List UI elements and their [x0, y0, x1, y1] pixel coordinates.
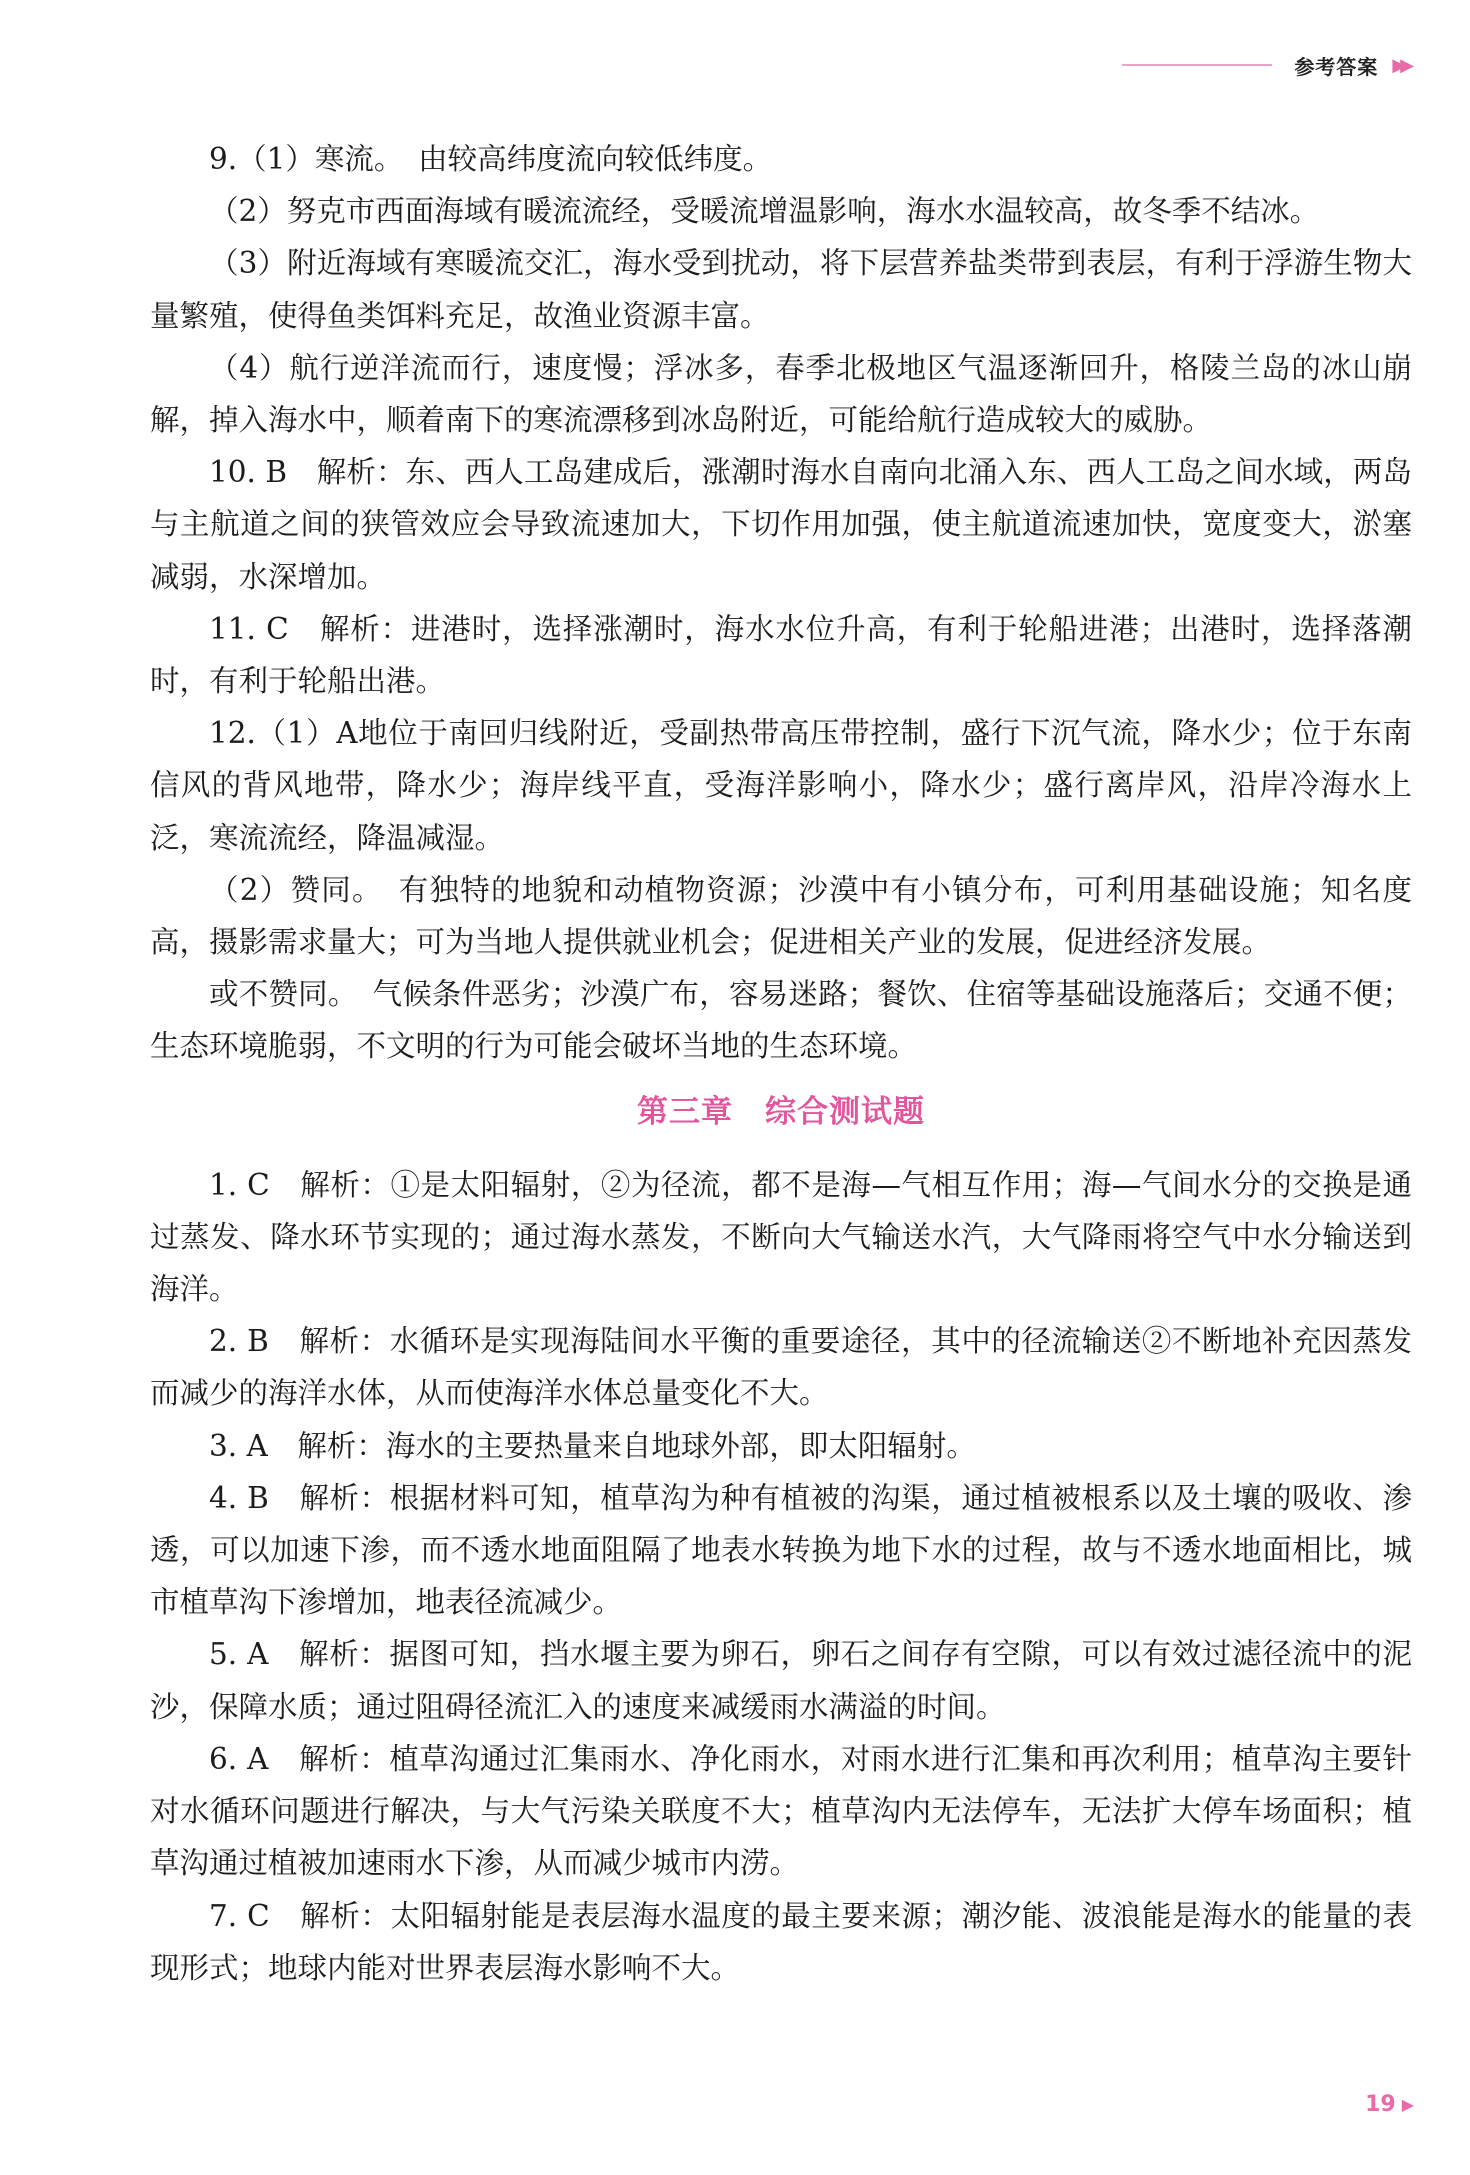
- answer-paragraph: 12.（1）A地位于南回归线附近，受副热带高压带控制，盛行下沉气流，降水少；位于东南信风的背风地带，降水少；海岸线平直，受海洋影响小，降水少；盛行离岸风，沿岸冷海水上泛，寒流流经，降温减湿。: [150, 716, 1412, 855]
- answer-paragraph: （4）航行逆洋流而行，速度慢；浮冰多，春季北极地区气温逐渐回升，格陵兰岛的冰山崩解，掉入海水中，顺着南下的寒流漂移到冰岛附近，可能给航行造成较大的威胁。: [150, 350, 1412, 438]
- answers-section-before: [150, 133, 1412, 1073]
- answer-paragraph: 7. C 解析：太阳辐射能是表层海水温度的最主要来源；潮汐能、波浪能是海水的能量的表现形式；地球内能对世界表层海水影响不大。: [150, 1898, 1412, 1985]
- answer-paragraph: 2. B 解析：水循环是实现海陆间水平衡的重要途径，其中的径流输送②不断地补充因蒸发而减少的海洋水体，从而使海洋水体总量变化不大。: [150, 1324, 1412, 1411]
- answer-paragraph: （2）努克市西面海域有暖流流经，受暖流增温影响，海水水温较高，故冬季不结冰。: [209, 194, 1320, 229]
- page-number: 19: [1365, 2092, 1396, 2117]
- chapter-title: [150, 1077, 1412, 1147]
- page-header: [1122, 48, 1408, 82]
- page-body: [150, 133, 1412, 1994]
- triangle-right-icon: ▶: [1401, 2095, 1414, 2114]
- answer-paragraph: 11. C 解析：进港时，选择涨潮时，海水水位升高，有利于轮船进港；出港时，选择落潮时，有利于轮船出港。: [150, 611, 1412, 699]
- answer-paragraph: 1. C 解析：①是太阳辐射，②为径流，都不是海—气相互作用；海—气间水分的交换是通过蒸发、降水环节实现的；通过海水蒸发，不断向大气输送水汽，大气降雨将空气中水分输送到海洋。: [150, 1167, 1412, 1307]
- answer-paragraph: （3）附近海域有寒暖流交汇，海水受到扰动，将下层营养盐类带到表层，有利于浮游生物大量繁殖，使得鱼类饵料充足，故渔业资源丰富。: [150, 246, 1412, 333]
- header-rule: [1122, 64, 1272, 66]
- answer-paragraph: 3. A 解析：海水的主要热量来自地球外部，即太阳辐射。: [209, 1428, 976, 1463]
- answer-paragraph: 5. A 解析：据图可知，挡水堰主要为卵石，卵石之间存有空隙，可以有效过滤径流中的泥沙，保障水质；通过阻碍径流汇入的速度来减缓雨水满溢的时间。: [150, 1637, 1412, 1724]
- page-footer: [1365, 2092, 1414, 2117]
- answer-paragraph: 6. A 解析：植草沟通过汇集雨水、净化雨水，对雨水进行汇集和再次利用；植草沟主要针对水循环问题进行解决，与大气污染关联度不大；植草沟内无法停车，无法扩大停车场面积；植草沟通过植被加速雨水下渗，从而减少城市内涝。: [150, 1741, 1412, 1881]
- answer-paragraph: 4. B 解析：根据材料可知，植草沟为种有植被的沟渠，通过植被根系以及土壤的吸收、渗透，可以加速下渗，而不透水地面阻隔了地表水转换为地下水的过程，故与不透水地面相比，城市植草沟下渗增加，地表径流减少。: [150, 1480, 1412, 1620]
- chapter-title-text: 第三章 综合测试题: [637, 1093, 925, 1130]
- answer-paragraph: 10. B 解析：东、西人工岛建成后，涨潮时海水自南向北涌入东、西人工岛之间水域，两岛与主航道之间的狭管效应会导致流速加大，下切作用加强，使主航道流速加快，宽度变大，淤塞减弱，水深增加。: [150, 455, 1412, 594]
- header-title: 参考答案: [1294, 54, 1379, 79]
- answer-paragraph: 9.（1）寒流。 由较高纬度流向较低纬度。: [209, 142, 773, 176]
- answer-paragraph: （2）赞同。 有独特的地貌和动植物资源；沙漠中有小镇分布，可利用基础设施；知名度高，摄影需求量大；可为当地人提供就业机会；促进相关产业的发展，促进经济发展。: [150, 872, 1412, 960]
- answers-section-after: [150, 1159, 1412, 1994]
- double-triangle-right-icon: ▶▶: [1392, 54, 1408, 76]
- answer-paragraph: 或不赞同。 气候条件恶劣；沙漠广布，容易迷路；餐饮、住宿等基础设施落后；交通不便；生态环境脆弱，不文明的行为可能会破坏当地的生态环境。: [150, 977, 1412, 1064]
